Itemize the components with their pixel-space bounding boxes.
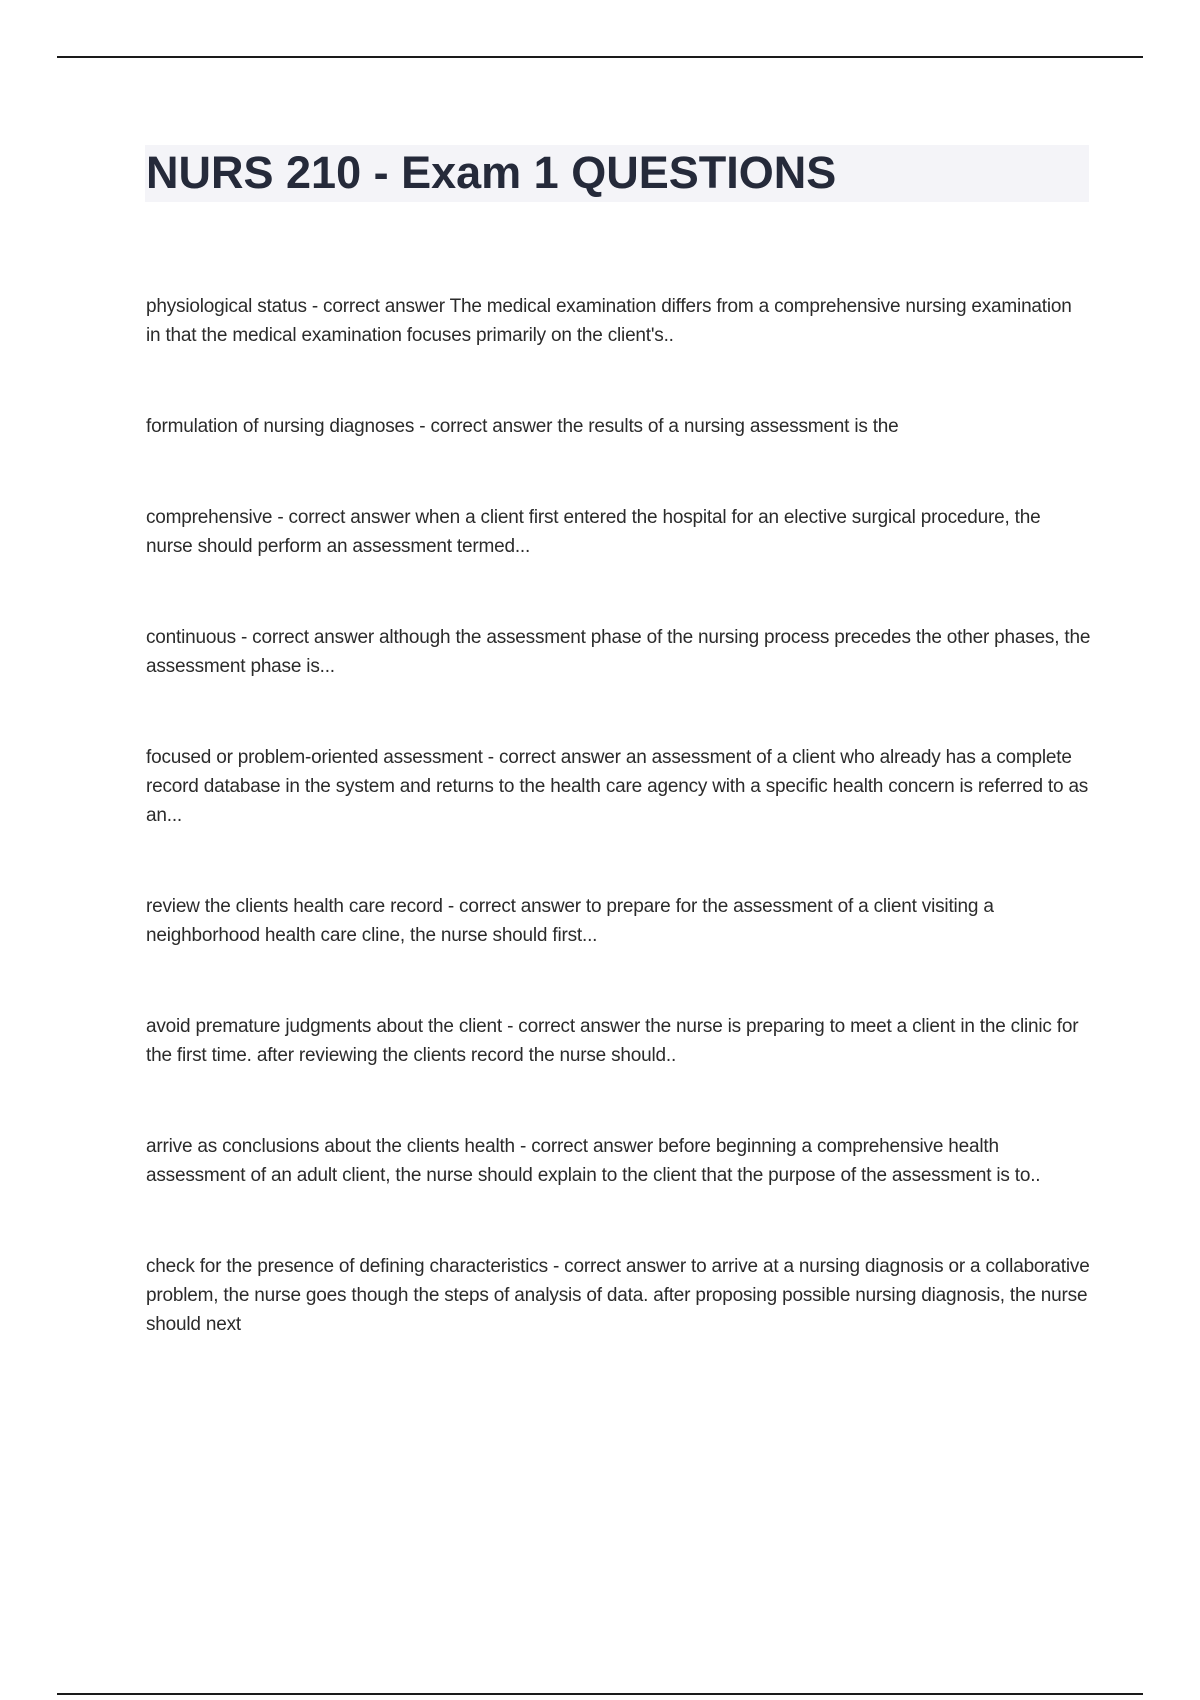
question-answer-list	[146, 292, 1091, 1339]
qa-item: review the clients health care record - correct answer to prepare for the assessment of a client visiting a neighborhood health care cline, the nurse should first...	[146, 896, 994, 946]
qa-item: arrive as conclusions about the clients health - correct answer before beginning a comprehensive health assessment of an adult client, the nurse should explain to the client that the purpose of the assessment is to..	[146, 1136, 1041, 1186]
top-divider	[57, 56, 1143, 58]
qa-item: check for the presence of defining characteristics - correct answer to arrive at a nursing diagnosis or a collaborative problem, the nurse goes though the steps of analysis of data. after proposing possible nursing diagnosis, the nurse should next	[146, 1256, 1090, 1335]
qa-item: continuous - correct answer although the assessment phase of the nursing process precedes the other phases, the assessment phase is...	[146, 627, 1091, 677]
qa-item: focused or problem-oriented assessment - correct answer an assessment of a client who already has a complete record database in the system and returns to the health care agency with a specific health concern is referred to as an...	[146, 747, 1089, 826]
page-title: NURS 210 - Exam 1 QUESTIONS	[146, 147, 837, 198]
qa-item: formulation of nursing diagnoses - correct answer the results of a nursing assessment is the	[146, 416, 899, 437]
bottom-divider	[57, 1693, 1143, 1695]
qa-item: avoid premature judgments about the client - correct answer the nurse is preparing to meet a client in the clinic for the first time. after reviewing the clients record the nurse should..	[146, 1016, 1079, 1066]
qa-item: comprehensive - correct answer when a client first entered the hospital for an elective surgical procedure, the nurse should perform an assessment termed...	[146, 507, 1041, 557]
qa-item: physiological status - correct answer The medical examination differs from a comprehensive nursing examination in that the medical examination focuses primarily on the client's..	[146, 296, 1072, 346]
